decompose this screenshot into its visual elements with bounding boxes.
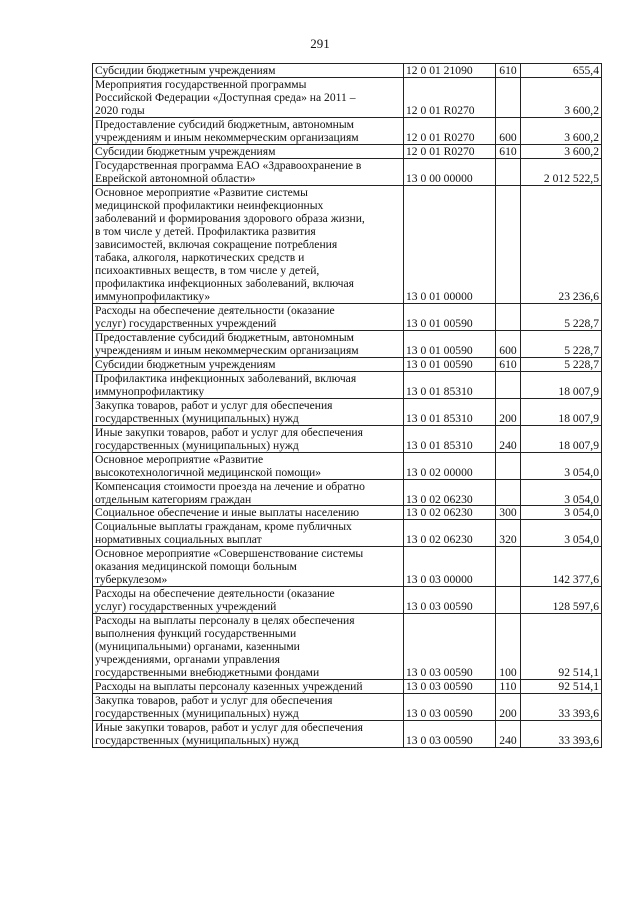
table-row: [93, 721, 602, 748]
item-name-line: Российской Федерации «Доступная среда» на 2011 –: [95, 90, 356, 104]
item-name-line: учреждениями, органами управления: [95, 653, 280, 667]
expense-type-cell: 200: [496, 694, 521, 721]
table-row: [93, 158, 602, 185]
item-name-line: государственных (муниципальных) нужд: [95, 734, 299, 748]
item-name-line: Предоставление субсидий бюджетным, автономным: [95, 117, 355, 131]
amount-cell: 128 597,6: [521, 587, 602, 614]
item-name-line: учреждениям и иным некоммерческим организациям: [95, 343, 359, 357]
budget-table: [92, 63, 602, 748]
classification-code-cell: 12 0 01 R0270: [404, 77, 496, 117]
amount-cell: 655,4: [521, 64, 602, 78]
table-row: [93, 398, 602, 425]
classification-code-cell: 13 0 01 00000: [404, 185, 496, 303]
expense-type-cell: 610: [496, 144, 521, 158]
expense-type-cell: [496, 185, 521, 303]
item-name-line: 2020 годы: [95, 103, 145, 117]
classification-code-cell: 13 0 02 06230: [404, 479, 496, 506]
table-row: [93, 330, 602, 357]
item-name-line: Мероприятия государственной программы: [95, 77, 307, 91]
item-name-cell: [93, 547, 404, 587]
classification-code-cell: 13 0 01 85310: [404, 371, 496, 398]
expense-type-cell: [496, 158, 521, 185]
item-name-line: Социальные выплаты гражданам, кроме публичных: [95, 520, 352, 534]
item-name-line: Государственная программа ЕАО «Здравоохранение в: [95, 158, 362, 172]
item-name-line: Основное мероприятие «Развитие: [95, 452, 264, 466]
amount-cell: 92 514,1: [521, 680, 602, 694]
expense-type-cell: [496, 371, 521, 398]
amount-cell: 92 514,1: [521, 614, 602, 680]
item-name-line: иммунопрофилактику: [95, 384, 205, 398]
item-name-line: Закупка товаров, работ и услуг для обеспечения: [95, 398, 333, 412]
classification-code-cell: 13 0 01 00590: [404, 303, 496, 330]
expense-type-cell: 200: [496, 398, 521, 425]
table-row: [93, 77, 602, 117]
expense-type-cell: 300: [496, 506, 521, 520]
item-name-line: Расходы на выплаты персоналу казенных учреждений: [95, 680, 363, 694]
amount-cell: 142 377,6: [521, 547, 602, 587]
item-name-cell: [93, 357, 404, 371]
item-name-line: табака, алкоголя, наркотических средств и: [95, 250, 305, 264]
item-name-line: высокотехнологичной медицинской помощи»: [95, 465, 322, 479]
item-name-line: иммунопрофилактику»: [95, 289, 211, 303]
item-name-line: услуг) государственных учреждений: [95, 600, 277, 614]
item-name-line: Социальное обеспечение и иные выплаты населению: [95, 506, 360, 520]
item-name-cell: [93, 398, 404, 425]
table-row: [93, 587, 602, 614]
expense-type-cell: 610: [496, 64, 521, 78]
item-name-line: оказания медицинской помощи больным: [95, 560, 297, 574]
table-row: [93, 614, 602, 680]
table-row: [93, 64, 602, 78]
amount-cell: 3 054,0: [521, 506, 602, 520]
expense-type-cell: 110: [496, 680, 521, 694]
expense-type-cell: 600: [496, 117, 521, 144]
item-name-line: Расходы на выплаты персоналу в целях обеспечения: [95, 614, 355, 628]
table-row: [93, 520, 602, 547]
item-name-cell: [93, 185, 404, 303]
amount-cell: 3 054,0: [521, 520, 602, 547]
amount-cell: 23 236,6: [521, 185, 602, 303]
item-name-line: учреждениям и иным некоммерческим организациям: [95, 130, 359, 144]
classification-code-cell: 13 0 00 00000: [404, 158, 496, 185]
item-name-cell: [93, 303, 404, 330]
item-name-cell: [93, 680, 404, 694]
item-name-line: (муниципальными) органами, казенными: [95, 640, 300, 654]
item-name-line: Расходы на обеспечение деятельности (оказание: [95, 303, 335, 317]
table-row: [93, 144, 602, 158]
amount-cell: 5 228,7: [521, 303, 602, 330]
classification-code-cell: 13 0 03 00590: [404, 680, 496, 694]
classification-code-cell: 13 0 02 00000: [404, 452, 496, 479]
expense-type-cell: [496, 303, 521, 330]
expense-type-cell: 600: [496, 330, 521, 357]
classification-code-cell: 13 0 01 85310: [404, 425, 496, 452]
amount-cell: 3 054,0: [521, 452, 602, 479]
table-row: [93, 479, 602, 506]
table-row: [93, 506, 602, 520]
table-row: [93, 303, 602, 330]
item-name-cell: [93, 64, 404, 78]
expense-type-cell: 240: [496, 721, 521, 748]
item-name-line: услуг) государственных учреждений: [95, 316, 277, 330]
classification-code-cell: 13 0 02 06230: [404, 506, 496, 520]
item-name-line: государственных (муниципальных) нужд: [95, 707, 299, 721]
expense-type-cell: [496, 452, 521, 479]
amount-cell: 5 228,7: [521, 357, 602, 371]
classification-code-cell: 13 0 01 00590: [404, 330, 496, 357]
item-name-line: медицинской профилактики неинфекционных: [95, 198, 324, 212]
table-row: [93, 452, 602, 479]
table-row: [93, 185, 602, 303]
item-name-line: Иные закупки товаров, работ и услуг для обеспечения: [95, 721, 363, 735]
item-name-line: государственными внебюджетными фондами: [95, 666, 320, 680]
classification-code-cell: 13 0 01 85310: [404, 398, 496, 425]
item-name-line: Закупка товаров, работ и услуг для обеспечения: [95, 694, 333, 708]
item-name-cell: [93, 452, 404, 479]
item-name-line: Расходы на обеспечение деятельности (оказание: [95, 587, 335, 601]
item-name-cell: [93, 330, 404, 357]
item-name-line: Еврейской автономной области»: [95, 171, 256, 185]
item-name-cell: [93, 425, 404, 452]
item-name-cell: [93, 614, 404, 680]
item-name-line: в том числе у детей. Профилактика развития: [95, 224, 316, 238]
item-name-line: Субсидии бюджетным учреждениям: [95, 64, 276, 77]
amount-cell: 3 600,2: [521, 144, 602, 158]
amount-cell: 3 600,2: [521, 77, 602, 117]
amount-cell: 18 007,9: [521, 371, 602, 398]
item-name-line: выполнения функций государственными: [95, 627, 297, 641]
item-name-cell: [93, 587, 404, 614]
page-number: 291: [310, 36, 330, 51]
item-name-line: заболеваний и формирования здорового образа жизни,: [95, 211, 365, 225]
item-name-line: психоактивных веществ, в том числе у детей,: [95, 263, 320, 277]
expense-type-cell: 320: [496, 520, 521, 547]
item-name-line: отдельным категориям граждан: [95, 492, 252, 506]
budget-table-body: [93, 64, 602, 748]
expense-type-cell: [496, 77, 521, 117]
amount-cell: 33 393,6: [521, 721, 602, 748]
item-name-line: профилактика инфекционных заболеваний, включая: [95, 276, 354, 290]
classification-code-cell: 13 0 01 00590: [404, 357, 496, 371]
item-name-line: Основное мероприятие «Развитие системы: [95, 185, 308, 199]
table-row: [93, 425, 602, 452]
item-name-line: нормативных социальных выплат: [95, 533, 262, 547]
table-row: [93, 357, 602, 371]
expense-type-cell: [496, 479, 521, 506]
classification-code-cell: 12 0 01 21090: [404, 64, 496, 78]
item-name-cell: [93, 694, 404, 721]
expense-type-cell: 240: [496, 425, 521, 452]
classification-code-cell: 13 0 03 00000: [404, 547, 496, 587]
amount-cell: 18 007,9: [521, 425, 602, 452]
item-name-line: Основное мероприятие «Совершенствование системы: [95, 547, 364, 561]
item-name-line: Предоставление субсидий бюджетным, автономным: [95, 330, 355, 344]
item-name-cell: [93, 117, 404, 144]
amount-cell: 5 228,7: [521, 330, 602, 357]
classification-code-cell: 13 0 02 06230: [404, 520, 496, 547]
item-name-line: Профилактика инфекционных заболеваний, включая: [95, 371, 357, 385]
item-name-line: Субсидии бюджетным учреждениям: [95, 144, 276, 158]
item-name-line: Субсидии бюджетным учреждениям: [95, 357, 276, 371]
item-name-cell: [93, 144, 404, 158]
item-name-line: государственных (муниципальных) нужд: [95, 438, 299, 452]
item-name-cell: [93, 158, 404, 185]
amount-cell: 3 054,0: [521, 479, 602, 506]
amount-cell: 18 007,9: [521, 398, 602, 425]
item-name-line: Компенсация стоимости проезда на лечение и обратно: [95, 479, 365, 493]
table-row: [93, 694, 602, 721]
amount-cell: 3 600,2: [521, 117, 602, 144]
table-row: [93, 680, 602, 694]
table-row: [93, 371, 602, 398]
item-name-line: Иные закупки товаров, работ и услуг для обеспечения: [95, 425, 363, 439]
item-name-cell: [93, 520, 404, 547]
classification-code-cell: 13 0 03 00590: [404, 694, 496, 721]
item-name-line: зависимостей, включая сокращение потребления: [95, 237, 338, 251]
item-name-line: туберкулезом»: [95, 573, 168, 587]
classification-code-cell: 12 0 01 R0270: [404, 144, 496, 158]
amount-cell: 2 012 522,5: [521, 158, 602, 185]
item-name-cell: [93, 506, 404, 520]
item-name-cell: [93, 77, 404, 117]
item-name-cell: [93, 371, 404, 398]
table-row: [93, 547, 602, 587]
expense-type-cell: 100: [496, 614, 521, 680]
classification-code-cell: 12 0 01 R0270: [404, 117, 496, 144]
classification-code-cell: 13 0 03 00590: [404, 587, 496, 614]
amount-cell: 33 393,6: [521, 694, 602, 721]
item-name-cell: [93, 721, 404, 748]
classification-code-cell: 13 0 03 00590: [404, 614, 496, 680]
item-name-cell: [93, 479, 404, 506]
expense-type-cell: 610: [496, 357, 521, 371]
expense-type-cell: [496, 587, 521, 614]
expense-type-cell: [496, 547, 521, 587]
item-name-line: государственных (муниципальных) нужд: [95, 411, 299, 425]
table-row: [93, 117, 602, 144]
classification-code-cell: 13 0 03 00590: [404, 721, 496, 748]
